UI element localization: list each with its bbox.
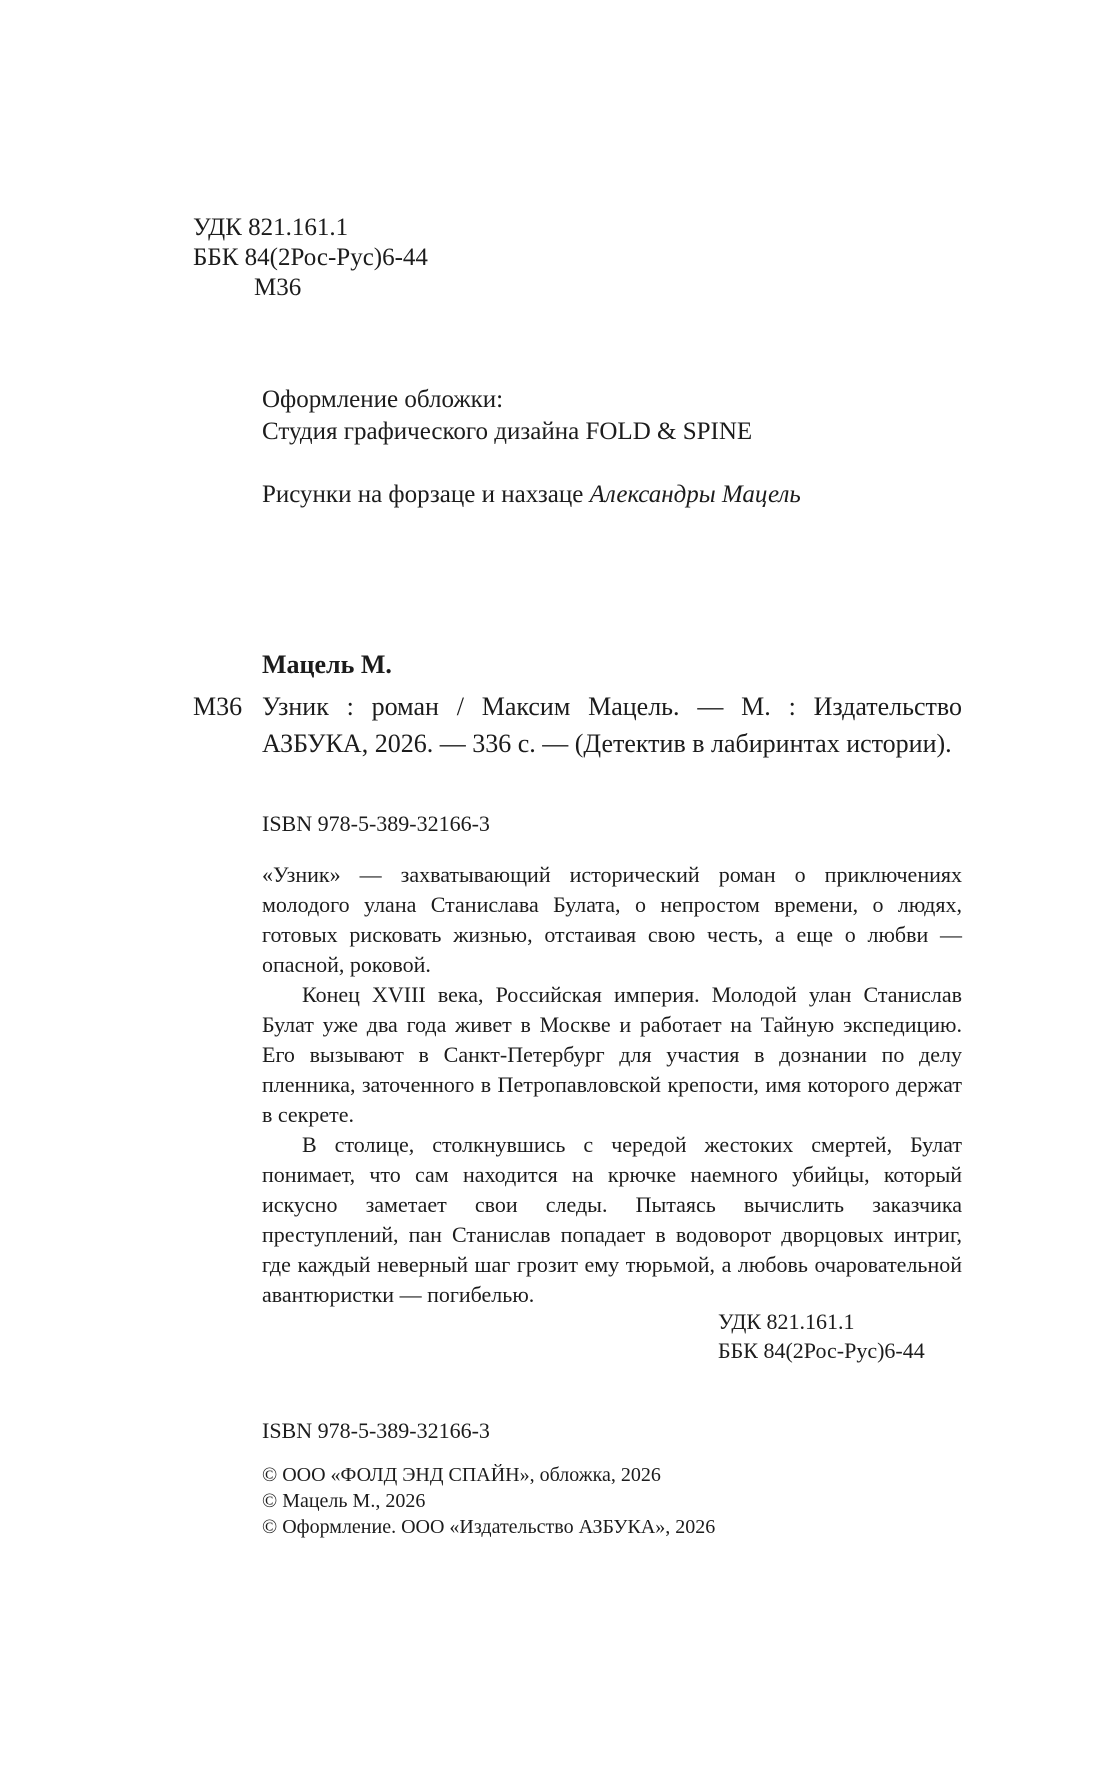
- author-mark: М36: [254, 274, 302, 301]
- udk-code: УДК 821.161.1: [193, 214, 349, 241]
- illustrations-author: Александры Мацель: [589, 481, 801, 508]
- catalog-description: Узник : роман / Максим Мацель. — М. : Издательство АЗБУКА, 2026. — 336 с. — (Детектив в лабиринтах истории).: [262, 692, 962, 758]
- annotation-paragraph: «Узник» — захватывающий исторический роман о приключениях молодого улана Станислава Булата, о непростом времени, о людях, готовых рисковать жизнью, отстаивая свою честь, а еще о любви — опасной, роковой.: [262, 862, 962, 977]
- footer-udk-code: УДК 821.161.1: [718, 1309, 855, 1334]
- bbk-code: ББК 84(2Рос-Рус)6-44: [193, 244, 428, 271]
- cover-design-label: Оформление обложки:: [262, 386, 504, 413]
- annotation-paragraph: В столице, столкнувшись с чередой жестоких смертей, Булат понимает, что сам находится на крючке наемного убийцы, который искусно заметает свои следы. Пытаясь вычислить заказчика преступлений, пан Станислав попадает в водоворот дворцовых интриг, где каждый неверный шаг грозит ему тюрьмой, а любовь очаровательной авантюристки — погибелью.: [262, 1132, 962, 1307]
- annotation: [262, 860, 962, 1310]
- copyright-line: © ООО «ФОЛД ЭНД СПАЙН», обложка, 2026: [262, 1464, 661, 1486]
- catalog-author-heading: Мацель М.: [262, 650, 392, 679]
- footer-bbk-code: ББК 84(2Рос-Рус)6-44: [718, 1338, 925, 1363]
- copyright-line: © Оформление. ООО «Издательство АЗБУКА», 2026: [262, 1516, 716, 1538]
- catalog-isbn: ISBN 978-5-389-32166-3: [262, 811, 490, 836]
- isbn: ISBN 978-5-389-32166-3: [262, 1418, 490, 1443]
- cover-design-studio: Студия графического дизайна FOLD & SPINE: [262, 418, 753, 445]
- illustrations-prefix: Рисунки на форзаце и нахзаце: [262, 481, 590, 508]
- copyright-line: © Мацель М., 2026: [262, 1490, 426, 1512]
- copyright-block: [262, 1462, 715, 1540]
- illustrations-credit: [262, 480, 801, 510]
- annotation-paragraph: Конец XVIII века, Российская империя. Молодой улан Станислав Булат уже два года живет в Москве и работает на Тайную экспедицию. Его вызывают в Санкт-Петербург для участия в дознании по делу пленника, заточенного в Петропавловской крепости, имя которого держат в секрете.: [262, 982, 962, 1127]
- catalog-author-mark: М36: [193, 692, 243, 721]
